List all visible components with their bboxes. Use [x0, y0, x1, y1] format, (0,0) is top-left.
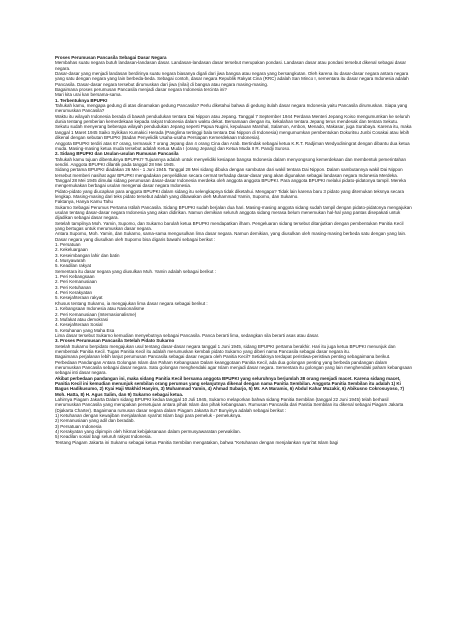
- section-heading: Akibat perbedaan pandangan ini, maka sidang Panitia Kecil bersama anggota BPUPKI yang seluruhnya berjumlah 38 orang menjadi macet. Karena sidang macet, Panitia Kecil ini kemudian menunjuk sembilan orang perumus yang selanjutnya dikenal dengan nama Panitia Sembilan. Anggota Panitia Sembilan itu adalah 1) Ki Bagus Hadikusumo, 2) Kyai Haji Wakhid Hasyim, 3) Muhammad Yamin, 4) Ahmad Subarjo, 5) Mr. AA Maramis, 6) Abdul Kahar Muzakir, 6) Abikusno Cokrosuyoso, 7) Moh. Hatta, 8) H. Agus Salim, dan 9) Sukarno sebagai ketua.: [55, 375, 404, 397]
- paragraph: 4. Kesejahteraan Sosial: [55, 322, 103, 328]
- paragraph: Bagaimana proses perumusan Pancasila menjadi dasar negara Indonesia tercinta ini?: [55, 87, 227, 93]
- paragraph: Tahukah kamu, mengapa gedung di atas dinamakan gedung Pancasila? Perlu diketahui bahwa di gedung itulah dasar negara Indonesia yaitu Pancasila dirumuskan. Siapa yang merumuskan Pancasila?: [55, 103, 408, 114]
- section-heading: 3. Proses Perumusan Pancasila Setelah Pidato Sukarno: [55, 338, 175, 344]
- paragraph: Setelah Sukarno berpidato mengajukan usul tentang dasar-dasar negara tanggal 1 Juni 1945, sidang BPUPKI pertama berakhir. Hari itu juga ketua BPUPKI menunjuk dan membentuk Panitia Kecil. Tugas Panitia Kecil itu adalah merumuskan kembali pidato Sukarno yang diberi nama Pancasila sebagai dasar negara itu.: [55, 343, 396, 354]
- paragraph: 2) Kemanusiaan yang adil dan beradab.: [55, 418, 135, 424]
- paragraph: Perbedaan Pandangan Antara Golongan Islam dan Paham Kebangsaan Dalam keanggotaan Panitia Kecil, ada dua golongan penting yang berbeda pandangan dalam merumuskan Pancasila sebagai dasar negara. Satu golongan menghendaki agar Islam menjadi dasar negara. Sementara itu golongan yang lain menghendaki paham kebangsaan sebagai inti dasar negara.: [55, 359, 412, 376]
- paragraph: Tahukah kamu tujuan dibentuknya BPUPKI? Tujuannya adalah untuk menyelidiki kesiapan bangsa Indonesia dalam menyongsong kemerdekaan dan membentuk pemerintahan sendiri. Anggota BPUPKI dilantik pada tanggal 28 Mei 1945.: [55, 156, 406, 167]
- paragraph: 5. Kesejahteraan rakyat: [55, 295, 103, 301]
- paragraph: Sukarno Sebagai Perumus Pertama Istilah Pancasila. Sidang BPUPKI sudah berjalan dua hari. Masing-masing anggota sidang sudah tampil dengan pidato-pidatonya mengajukan usulan tentang dasar-dasar negara Indonesia yang akan didirikan. Namun demikian seluruh anggota sidang merasa belum menemukan hal-hal yang pantas disepakati untuk dijadikan sebagai dasar negara.: [55, 204, 412, 221]
- paragraph: 3. Keseimbangan lahir dan batin: [55, 252, 120, 258]
- paragraph: Lahirnya Piagam Jakarta Dalam sidang BPUPKI kedua tanggal 10 Juli 1945, Sukarno melaporkan bahwa sidang Panitia Sembilan (tanggal 22 Juni 1945) telah berhasil merumuskan Pancasila yang merupakan persetujuan antara pihak Islam dan pihak kebangsaan. Rumusan Pancasila dari Panitia Sembilan itu dikenal sebagai Piagam Jakarta (Djakarta Charter). Bagaimana rumusan dasar negara dalam Piagam Jakarta itu? Bunyinya adalah sebagai berikut :: [55, 397, 404, 413]
- paragraph: Waktu itu wilayah Indonesia berada di bawah pendudukan tentara Dai Nippon atau Jepang. Tanggal 7 September 1944 Perdana Menteri Jepang Koiso mengumumkan ke seluruh dunia tentang pemberian kemerdekaan kepada rakyat Indonesia dalam waktu dekat. Bersamaan dengan itu, kekalahan tentara Jepang terus mendesak dan tentara Sekutu. Sekutu sudah menyerang beberapa wilayah pendudukan Jepang seperti Papua Nugini, kepulauan Marshal, Salamon, Ambon, Menado, Makasar, juga Surabaya. Karena itu, maka tanggal 1 Maret 1945 Saiko Syikikan Kumakici Herada (Panglima tertinggi bala tentara Dai Nippon di Indonesia) mengumumkan pembentukan Dokuritsu Junbi Cosakai atau lebih dikenal dengan sebutan BPUPKI (Badan Penyelidik Usaha-usaha Persiapan Kemerdekaan Indonesia).: [55, 113, 412, 141]
- paragraph: 2. Peri Kemanusiaan: [55, 279, 97, 285]
- paragraph: Tentang Piagam Jakarta ini Sukarno sebagai ketua Panitia Sembilan mengatakan, bahwa "Ketuhanan dengan menjalankan syari'at Islam bagi: [55, 439, 339, 445]
- paragraph: 1. Persatuan: [55, 242, 81, 248]
- paragraph: Tanggal 28 Mei 1945 dimulai sidang perumusan dasar-dasar Indonesia merdeka oleh anggota anggota BPUPKI. Para anggota BPUPKI melalui pidato-pidatonya tampil. Mereka mengemukakan berbagai usulan mengenai dasar negara Indonesia.: [55, 177, 406, 189]
- paragraph: Sidang pertama BPUPKI diadakan 26 Mei - 1 Juni 1945. Tanggal 28 Mei sidang dibuka dengan sambutan dari wakil tentara Dai Nippon. Dalam sambutannya wakil Dai Nippon tersebut memberi nasihat agar BPUPKI mengadakan penyelidikan secara cermat terhadap dasar-dasar yang akan digunakan sebagai landasan negara Indonesia Merdeka.: [55, 167, 403, 178]
- paragraph: Sementara itu dasar negara yang diusulkan Muh. Yamin adalah sebagai berikut :: [55, 268, 216, 274]
- paragraph: 4) Kerakyatan yang dipimpin oleh hikmat kebijaksanaan dalam permusyawaratan perwakilan.: [55, 429, 241, 435]
- paragraph: 4. Peri Kerakyatan: [55, 290, 93, 296]
- paragraph: Pidato-pidato yang diucapkan para anggota BPUPKI dalam sidang itu selengkapnya tidak diketahui. Mengapa? Tidak lain karena baru 3 pidato yang ditemukan teksnya secara lengkap. Masing-masing dari teks pidato tersebut adalah yang dibawakan oleh Muhammad Yamin, Supomo, dan Sukarno.: [55, 188, 404, 199]
- paragraph: 1) Ketuhanan dengan kewajiban menjalankan syari'at Islam bagi para pemeluk - pemeluknya.: [55, 413, 242, 419]
- paragraph: Lima dasar tersebut Sukarno kemudian menyebutnya sebagai Pancasila. Panca berarti lima, sedangkan sila berarti asas atau dasar.: [55, 332, 320, 338]
- paragraph: 5. Keadilan rakyat: [55, 263, 92, 269]
- paragraph: 2. Kekeluargaan: [55, 247, 88, 253]
- paragraph: 3) Persatuan Indonesia: [55, 423, 102, 429]
- paragraph: 2. Peri Kemanusiaan (Internasionalisme): [55, 311, 137, 317]
- paragraph: Membahas suatu negara butuh landasan-landasan dasar. Landasan-landasan dasar tersebut merupakan pondasi. Landasan dasar atau pondasi tersebut dikenal sebagai dasar negara.: [55, 60, 406, 71]
- paragraph: Bagaimana perjalanan lebih lanjut perumusan Pancasila sebagai dasar negara oleh Panitia Kecil? Setidaknya terdapat peristiwa-peristiwa penting sebagaimana berikut.: [55, 354, 391, 360]
- paragraph: 5. Ketuhanan yang Maha Esa: [55, 327, 115, 333]
- paragraph: Faktanya, Hanya Kamu Tahu: [55, 199, 113, 205]
- document-body: [55, 55, 413, 445]
- section-heading: 1. Terbentuknya BPUPKI: [55, 97, 108, 103]
- paragraph: 1. Kebangsaan Indonesia atau Nasionalisme: [55, 306, 145, 312]
- paragraph: 1. Peri Kebangsaan: [55, 274, 95, 280]
- section-heading: 2. Sidang BPUPKI dan Usulan-usulan Rumusan Pancasila: [55, 151, 179, 157]
- paragraph: 3. Mufakat atau demokrasi: [55, 316, 109, 322]
- paragraph: Antara Supomo, Moh. Yamin, dan Sukarno, sama-sama mengusulkan lima dasar negara. Namun demikian, yang diusulkan oleh masing-masing berbeda satu dengan yang lain. Dasar negara yang diusulkan oleh Supomo bisa digaris bawahi sebagai berikut :: [55, 231, 407, 242]
- paragraph: 4. Musyawarah: [55, 258, 86, 264]
- paragraph: 5) Keadilan sosial bagi seluruh rakyat Indonesia.: [55, 434, 152, 440]
- section-heading: Proses Perumusan Pancasila Sebagai Dasar Negara: [55, 55, 167, 60]
- paragraph: 3. Peri Ketuhanan: [55, 284, 92, 290]
- paragraph: Setelah tampilnya Moh. Yamin, Supomo, dan Sukarno barulah ketua BPUPKI mendapatkan ilham. Pengeluaran sidang tersebut ditanjutkan dengan pembentukan Panitia Kecil yang bertugas untuk merumuskan dasar negara.: [55, 220, 404, 231]
- paragraph: Anggota BPUPKI terdiri atas 67 orang, termasuk 7 orang Jepang dan 4 orang Cina dan Arab. Bertindak sebagai ketua K.R.T. Radjiman Wedyodiningrat dengan dibantu dua ketua muda. Masing-masing ketua muda tersebut adalah Ketua Muda I (orang Jepang) dan Ketua Muda II R. Pandji Suroso.: [55, 140, 410, 151]
- paragraph: Khusus tentang Sukarno, ia mengajukan lima dasar negara sebagai berikut :: [55, 300, 208, 306]
- paragraph: Mari kita urai kan bersama-sama.: [55, 92, 122, 98]
- paragraph: Dasar-dasar yang menjadi landasan berdirinya suatu negara biasanya digali dari jiwa bangsa atau negara yang bersangkutan. Oleh karena itu dasar-dasar negara antara negara yang satu dengan negara yang lain berbeda-beda. Sebagai contoh, dasar negara Republik Rakyat Cina (RRC) adalah San Minco I, sementara itu dasar negara Indonesia adalah Pancasila. Dasar-dasar negara tersebut dirumuskan dari jiwa (nilai) di bangsa atau negara masing-masing.: [55, 71, 409, 87]
